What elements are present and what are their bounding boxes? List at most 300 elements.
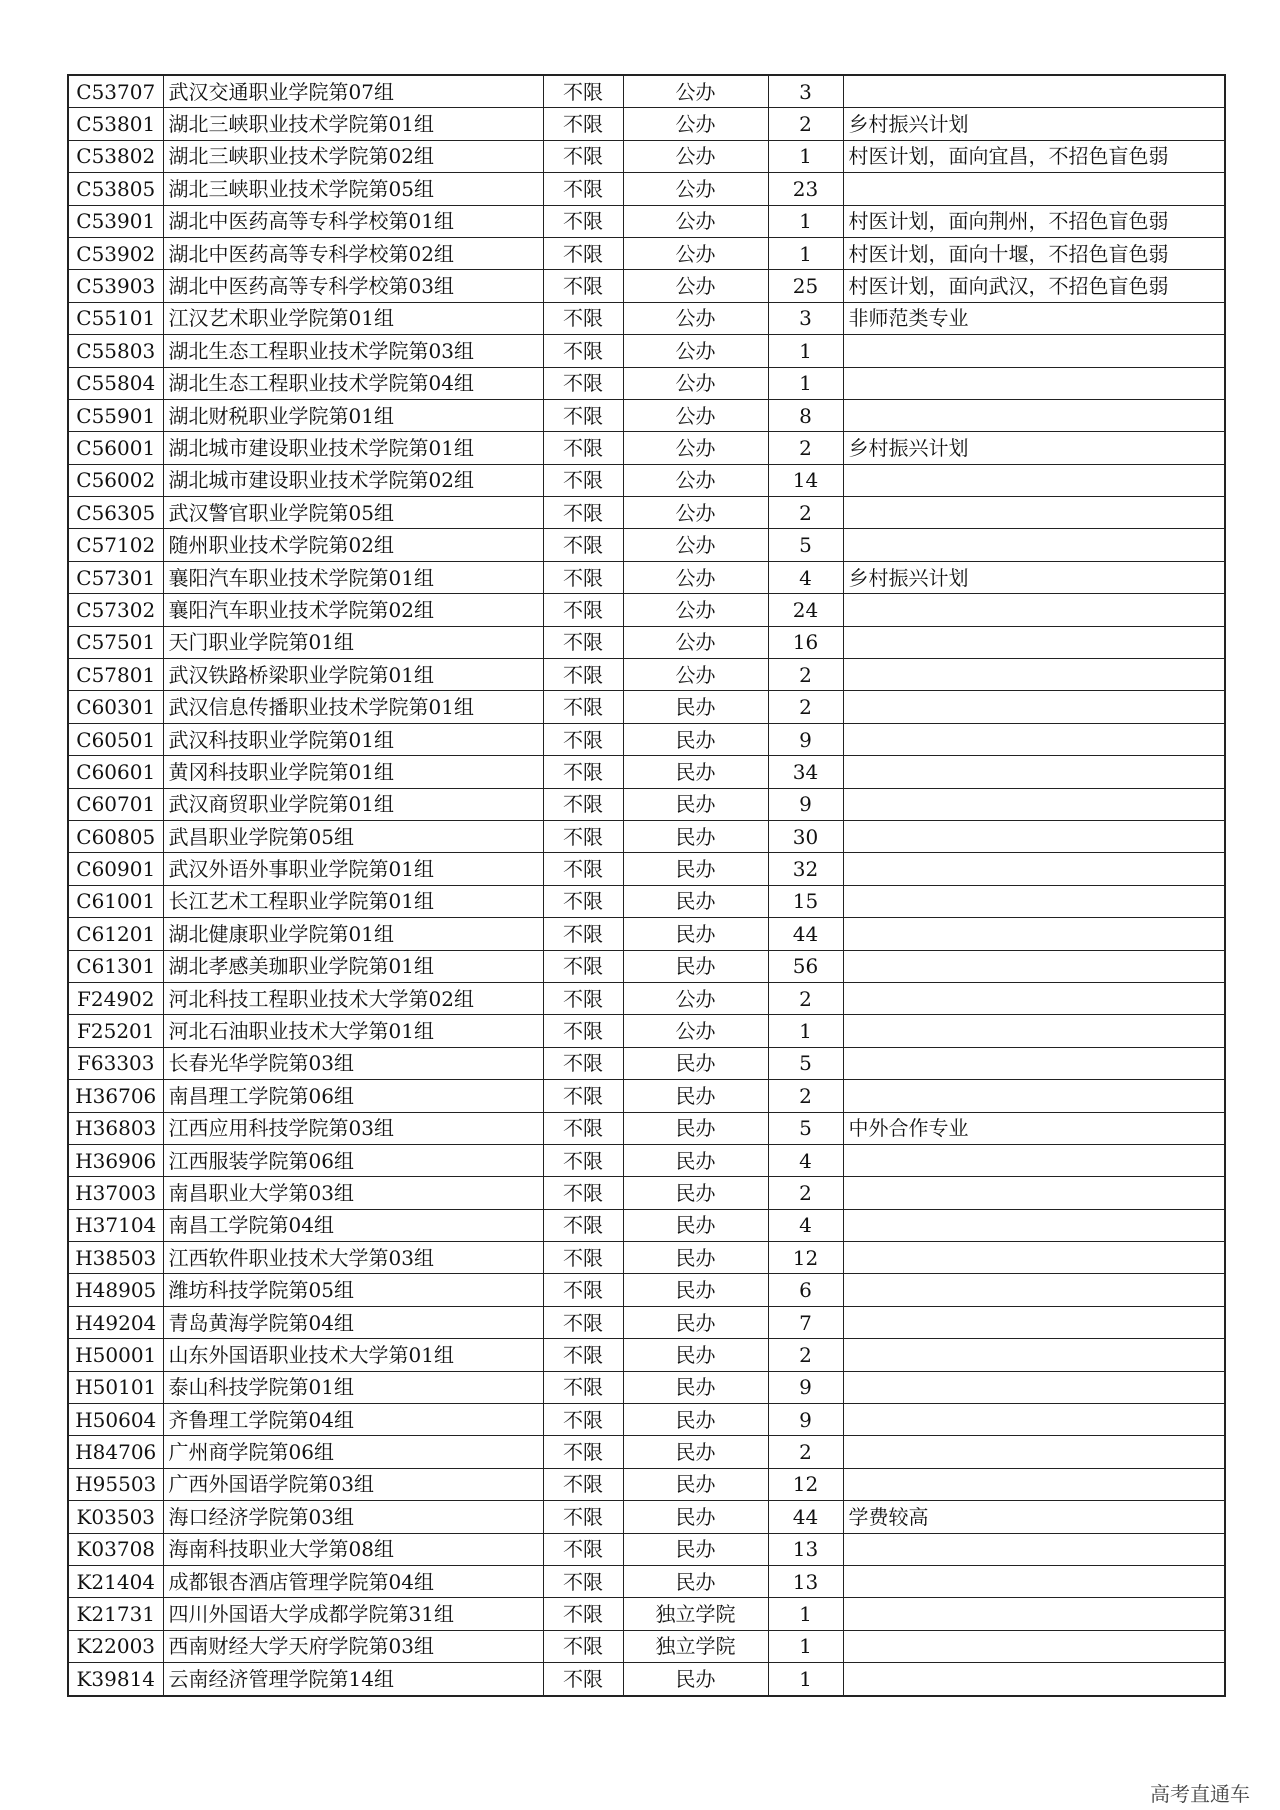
table-row: [68, 1598, 1225, 1630]
plan-count-cell: 4: [768, 1144, 843, 1176]
school-type-cell: 公办: [623, 75, 768, 108]
school-group-name-cell: 长江艺术工程职业学院第01组: [163, 885, 543, 917]
group-code-cell: K21404: [68, 1565, 163, 1597]
plan-count-cell: 1: [768, 1015, 843, 1047]
table-row: [68, 1533, 1225, 1565]
group-code-cell: H48905: [68, 1274, 163, 1306]
school-group-name-cell: 海南科技职业大学第08组: [163, 1533, 543, 1565]
subject-requirement-cell: 不限: [543, 1144, 623, 1176]
plan-count-cell: 25: [768, 270, 843, 302]
subject-requirement-cell: 不限: [543, 464, 623, 496]
subject-requirement-cell: 不限: [543, 75, 623, 108]
school-type-cell: 公办: [623, 1015, 768, 1047]
group-code-cell: H37104: [68, 1209, 163, 1241]
school-group-name-cell: 潍坊科技学院第05组: [163, 1274, 543, 1306]
school-group-name-cell: 湖北财税职业学院第01组: [163, 399, 543, 431]
school-group-name-cell: 西南财经大学天府学院第03组: [163, 1630, 543, 1662]
group-code-cell: C53902: [68, 237, 163, 269]
plan-count-cell: 9: [768, 1371, 843, 1403]
subject-requirement-cell: 不限: [543, 237, 623, 269]
table-row: [68, 173, 1225, 205]
group-code-cell: F63303: [68, 1047, 163, 1079]
plan-count-cell: 9: [768, 723, 843, 755]
table-row: [68, 205, 1225, 237]
school-type-cell: 民办: [623, 1404, 768, 1436]
plan-count-cell: 2: [768, 659, 843, 691]
group-code-cell: C55804: [68, 367, 163, 399]
group-code-cell: C57302: [68, 594, 163, 626]
plan-count-cell: 13: [768, 1565, 843, 1597]
remark-cell: [843, 950, 1225, 982]
school-group-name-cell: 武汉警官职业学院第05组: [163, 497, 543, 529]
group-code-cell: H95503: [68, 1468, 163, 1500]
school-group-name-cell: 黄冈科技职业学院第01组: [163, 756, 543, 788]
table-row: [68, 140, 1225, 172]
subject-requirement-cell: 不限: [543, 529, 623, 561]
subject-requirement-cell: 不限: [543, 205, 623, 237]
plan-count-cell: 4: [768, 1209, 843, 1241]
group-code-cell: C61301: [68, 950, 163, 982]
school-group-name-cell: 青岛黄海学院第04组: [163, 1306, 543, 1338]
table-row: [68, 270, 1225, 302]
subject-requirement-cell: 不限: [543, 853, 623, 885]
subject-requirement-cell: 不限: [543, 950, 623, 982]
remark-cell: [843, 1630, 1225, 1662]
plan-count-cell: 1: [768, 335, 843, 367]
subject-requirement-cell: 不限: [543, 1339, 623, 1371]
school-type-cell: 民办: [623, 885, 768, 917]
table-row: [68, 1501, 1225, 1533]
subject-requirement-cell: 不限: [543, 1371, 623, 1403]
school-group-name-cell: 云南经济管理学院第14组: [163, 1663, 543, 1696]
group-code-cell: H38503: [68, 1242, 163, 1274]
school-type-cell: 公办: [623, 173, 768, 205]
remark-cell: 学费较高: [843, 1501, 1225, 1533]
table-row: [68, 1177, 1225, 1209]
table-row: [68, 756, 1225, 788]
school-type-cell: 民办: [623, 1501, 768, 1533]
remark-cell: [843, 1242, 1225, 1274]
plan-count-cell: 16: [768, 626, 843, 658]
subject-requirement-cell: 不限: [543, 1663, 623, 1696]
group-code-cell: H50604: [68, 1404, 163, 1436]
plan-count-cell: 14: [768, 464, 843, 496]
school-group-name-cell: 江西服装学院第06组: [163, 1144, 543, 1176]
remark-cell: 中外合作专业: [843, 1112, 1225, 1144]
school-type-cell: 公办: [623, 335, 768, 367]
subject-requirement-cell: 不限: [543, 561, 623, 593]
remark-cell: [843, 1565, 1225, 1597]
school-type-cell: 民办: [623, 1533, 768, 1565]
plan-count-cell: 1: [768, 1663, 843, 1696]
table-row: [68, 788, 1225, 820]
plan-count-cell: 23: [768, 173, 843, 205]
group-code-cell: H36803: [68, 1112, 163, 1144]
remark-cell: [843, 497, 1225, 529]
group-code-cell: F24902: [68, 982, 163, 1014]
group-code-cell: C53802: [68, 140, 163, 172]
plan-count-cell: 5: [768, 529, 843, 561]
group-code-cell: C56001: [68, 432, 163, 464]
table-row: [68, 820, 1225, 852]
group-code-cell: C60301: [68, 691, 163, 723]
table-row: [68, 432, 1225, 464]
plan-count-cell: 30: [768, 820, 843, 852]
table-row: [68, 367, 1225, 399]
table-row: [68, 626, 1225, 658]
table-row: [68, 853, 1225, 885]
subject-requirement-cell: 不限: [543, 659, 623, 691]
table-row: [68, 335, 1225, 367]
admission-table: [67, 74, 1226, 1697]
school-type-cell: 民办: [623, 1080, 768, 1112]
plan-count-cell: 2: [768, 1436, 843, 1468]
plan-count-cell: 1: [768, 1598, 843, 1630]
school-type-cell: 民办: [623, 1144, 768, 1176]
subject-requirement-cell: 不限: [543, 982, 623, 1014]
remark-cell: [843, 1177, 1225, 1209]
school-type-cell: 独立学院: [623, 1630, 768, 1662]
group-code-cell: C55803: [68, 335, 163, 367]
school-type-cell: 民办: [623, 1112, 768, 1144]
school-group-name-cell: 武汉商贸职业学院第01组: [163, 788, 543, 820]
school-group-name-cell: 南昌理工学院第06组: [163, 1080, 543, 1112]
remark-cell: [843, 1339, 1225, 1371]
school-type-cell: 公办: [623, 529, 768, 561]
remark-cell: [843, 1371, 1225, 1403]
school-type-cell: 公办: [623, 432, 768, 464]
school-group-name-cell: 湖北健康职业学院第01组: [163, 918, 543, 950]
group-code-cell: C60701: [68, 788, 163, 820]
remark-cell: [843, 1598, 1225, 1630]
school-group-name-cell: 成都银杏酒店管理学院第04组: [163, 1565, 543, 1597]
plan-count-cell: 9: [768, 788, 843, 820]
group-code-cell: C56305: [68, 497, 163, 529]
group-code-cell: C57102: [68, 529, 163, 561]
plan-count-cell: 2: [768, 1177, 843, 1209]
school-group-name-cell: 湖北三峡职业技术学院第05组: [163, 173, 543, 205]
remark-cell: [843, 594, 1225, 626]
school-type-cell: 公办: [623, 982, 768, 1014]
remark-cell: [843, 659, 1225, 691]
subject-requirement-cell: 不限: [543, 1274, 623, 1306]
plan-count-cell: 1: [768, 237, 843, 269]
table-row: [68, 1630, 1225, 1662]
school-type-cell: 民办: [623, 788, 768, 820]
plan-count-cell: 6: [768, 1274, 843, 1306]
plan-count-cell: 34: [768, 756, 843, 788]
subject-requirement-cell: 不限: [543, 173, 623, 205]
school-group-name-cell: 武昌职业学院第05组: [163, 820, 543, 852]
subject-requirement-cell: 不限: [543, 594, 623, 626]
school-group-name-cell: 南昌职业大学第03组: [163, 1177, 543, 1209]
remark-cell: [843, 691, 1225, 723]
school-type-cell: 独立学院: [623, 1598, 768, 1630]
school-type-cell: 公办: [623, 561, 768, 593]
school-group-name-cell: 四川外国语大学成都学院第31组: [163, 1598, 543, 1630]
table-row: [68, 1306, 1225, 1338]
remark-cell: [843, 335, 1225, 367]
subject-requirement-cell: 不限: [543, 1306, 623, 1338]
school-type-cell: 民办: [623, 1436, 768, 1468]
group-code-cell: H49204: [68, 1306, 163, 1338]
school-type-cell: 公办: [623, 367, 768, 399]
group-code-cell: C55101: [68, 302, 163, 334]
remark-cell: [843, 1209, 1225, 1241]
school-type-cell: 民办: [623, 691, 768, 723]
remark-cell: [843, 1404, 1225, 1436]
school-group-name-cell: 武汉科技职业学院第01组: [163, 723, 543, 755]
plan-count-cell: 2: [768, 1339, 843, 1371]
subject-requirement-cell: 不限: [543, 497, 623, 529]
table-row: [68, 237, 1225, 269]
table-row: [68, 1274, 1225, 1306]
subject-requirement-cell: 不限: [543, 820, 623, 852]
school-type-cell: 公办: [623, 464, 768, 496]
school-type-cell: 公办: [623, 205, 768, 237]
subject-requirement-cell: 不限: [543, 1112, 623, 1144]
group-code-cell: C56002: [68, 464, 163, 496]
subject-requirement-cell: 不限: [543, 1015, 623, 1047]
plan-count-cell: 13: [768, 1533, 843, 1565]
remark-cell: [843, 529, 1225, 561]
table-row: [68, 918, 1225, 950]
subject-requirement-cell: 不限: [543, 626, 623, 658]
subject-requirement-cell: 不限: [543, 367, 623, 399]
school-group-name-cell: 江西应用科技学院第03组: [163, 1112, 543, 1144]
school-group-name-cell: 随州职业技术学院第02组: [163, 529, 543, 561]
subject-requirement-cell: 不限: [543, 108, 623, 140]
subject-requirement-cell: 不限: [543, 1242, 623, 1274]
plan-count-cell: 1: [768, 367, 843, 399]
plan-count-cell: 44: [768, 918, 843, 950]
plan-count-cell: 56: [768, 950, 843, 982]
school-group-name-cell: 湖北中医药高等专科学校第01组: [163, 205, 543, 237]
subject-requirement-cell: 不限: [543, 723, 623, 755]
table-row: [68, 1080, 1225, 1112]
plan-count-cell: 7: [768, 1306, 843, 1338]
school-group-name-cell: 湖北生态工程职业技术学院第03组: [163, 335, 543, 367]
school-type-cell: 公办: [623, 497, 768, 529]
remark-cell: [843, 399, 1225, 431]
remark-cell: 非师范类专业: [843, 302, 1225, 334]
plan-count-cell: 3: [768, 75, 843, 108]
plan-count-cell: 2: [768, 1080, 843, 1112]
remark-cell: [843, 820, 1225, 852]
table-row: [68, 1112, 1225, 1144]
subject-requirement-cell: 不限: [543, 335, 623, 367]
table-row: [68, 75, 1225, 108]
table-row: [68, 1663, 1225, 1696]
school-type-cell: 民办: [623, 756, 768, 788]
school-group-name-cell: 天门职业学院第01组: [163, 626, 543, 658]
group-code-cell: C61001: [68, 885, 163, 917]
school-group-name-cell: 长春光华学院第03组: [163, 1047, 543, 1079]
plan-count-cell: 2: [768, 982, 843, 1014]
subject-requirement-cell: 不限: [543, 1468, 623, 1500]
subject-requirement-cell: 不限: [543, 691, 623, 723]
school-group-name-cell: 河北科技工程职业技术大学第02组: [163, 982, 543, 1014]
school-type-cell: 公办: [623, 659, 768, 691]
school-type-cell: 公办: [623, 108, 768, 140]
school-type-cell: 民办: [623, 918, 768, 950]
school-group-name-cell: 襄阳汽车职业技术学院第01组: [163, 561, 543, 593]
school-type-cell: 民办: [623, 950, 768, 982]
school-group-name-cell: 广州商学院第06组: [163, 1436, 543, 1468]
school-type-cell: 公办: [623, 399, 768, 431]
school-group-name-cell: 齐鲁理工学院第04组: [163, 1404, 543, 1436]
remark-cell: [843, 1274, 1225, 1306]
plan-count-cell: 15: [768, 885, 843, 917]
remark-cell: [843, 1015, 1225, 1047]
group-code-cell: C53801: [68, 108, 163, 140]
remark-cell: 村医计划，面向宜昌，不招色盲色弱: [843, 140, 1225, 172]
school-type-cell: 民办: [623, 1047, 768, 1079]
remark-cell: [843, 1306, 1225, 1338]
subject-requirement-cell: 不限: [543, 788, 623, 820]
school-type-cell: 民办: [623, 1306, 768, 1338]
subject-requirement-cell: 不限: [543, 1630, 623, 1662]
plan-count-cell: 4: [768, 561, 843, 593]
table-row: [68, 399, 1225, 431]
group-code-cell: K21731: [68, 1598, 163, 1630]
remark-cell: [843, 1144, 1225, 1176]
school-group-name-cell: 武汉外语外事职业学院第01组: [163, 853, 543, 885]
subject-requirement-cell: 不限: [543, 1209, 623, 1241]
subject-requirement-cell: 不限: [543, 1598, 623, 1630]
group-code-cell: K39814: [68, 1663, 163, 1696]
remark-cell: [843, 1047, 1225, 1079]
group-code-cell: H36706: [68, 1080, 163, 1112]
school-group-name-cell: 江西软件职业技术大学第03组: [163, 1242, 543, 1274]
plan-count-cell: 1: [768, 205, 843, 237]
plan-count-cell: 2: [768, 497, 843, 529]
remark-cell: [843, 75, 1225, 108]
plan-count-cell: 1: [768, 1630, 843, 1662]
remark-cell: 乡村振兴计划: [843, 561, 1225, 593]
school-group-name-cell: 河北石油职业技术大学第01组: [163, 1015, 543, 1047]
school-type-cell: 公办: [623, 140, 768, 172]
school-type-cell: 民办: [623, 1565, 768, 1597]
school-group-name-cell: 湖北三峡职业技术学院第01组: [163, 108, 543, 140]
remark-cell: [843, 853, 1225, 885]
table-row: [68, 1339, 1225, 1371]
remark-cell: 村医计划，面向十堰，不招色盲色弱: [843, 237, 1225, 269]
school-group-name-cell: 南昌工学院第04组: [163, 1209, 543, 1241]
school-group-name-cell: 湖北中医药高等专科学校第02组: [163, 237, 543, 269]
group-code-cell: H36906: [68, 1144, 163, 1176]
remark-cell: [843, 1663, 1225, 1696]
group-code-cell: H50001: [68, 1339, 163, 1371]
group-code-cell: K22003: [68, 1630, 163, 1662]
school-group-name-cell: 武汉铁路桥梁职业学院第01组: [163, 659, 543, 691]
group-code-cell: C60805: [68, 820, 163, 852]
group-code-cell: C60601: [68, 756, 163, 788]
subject-requirement-cell: 不限: [543, 885, 623, 917]
table-row: [68, 302, 1225, 334]
subject-requirement-cell: 不限: [543, 1404, 623, 1436]
table-row: [68, 1436, 1225, 1468]
subject-requirement-cell: 不限: [543, 1436, 623, 1468]
school-group-name-cell: 广西外国语学院第03组: [163, 1468, 543, 1500]
school-type-cell: 民办: [623, 820, 768, 852]
school-group-name-cell: 湖北中医药高等专科学校第03组: [163, 270, 543, 302]
table-row: [68, 108, 1225, 140]
plan-count-cell: 32: [768, 853, 843, 885]
group-code-cell: C53707: [68, 75, 163, 108]
remark-cell: [843, 1533, 1225, 1565]
school-group-name-cell: 湖北城市建设职业技术学院第02组: [163, 464, 543, 496]
plan-count-cell: 3: [768, 302, 843, 334]
school-type-cell: 民办: [623, 1663, 768, 1696]
school-group-name-cell: 湖北三峡职业技术学院第02组: [163, 140, 543, 172]
remark-cell: [843, 918, 1225, 950]
table-row: [68, 1404, 1225, 1436]
group-code-cell: C60901: [68, 853, 163, 885]
remark-cell: [843, 1080, 1225, 1112]
subject-requirement-cell: 不限: [543, 140, 623, 172]
group-code-cell: C53901: [68, 205, 163, 237]
table-row: [68, 1209, 1225, 1241]
plan-count-cell: 2: [768, 432, 843, 464]
table-row: [68, 1565, 1225, 1597]
school-type-cell: 民办: [623, 1339, 768, 1371]
watermark-text: 高考直通车: [1150, 1782, 1250, 1806]
group-code-cell: C57501: [68, 626, 163, 658]
subject-requirement-cell: 不限: [543, 1177, 623, 1209]
plan-count-cell: 9: [768, 1404, 843, 1436]
school-group-name-cell: 海口经济学院第03组: [163, 1501, 543, 1533]
table-row: [68, 497, 1225, 529]
plan-count-cell: 1: [768, 140, 843, 172]
subject-requirement-cell: 不限: [543, 1501, 623, 1533]
school-type-cell: 民办: [623, 1371, 768, 1403]
remark-cell: 村医计划，面向武汉，不招色盲色弱: [843, 270, 1225, 302]
school-type-cell: 民办: [623, 1209, 768, 1241]
remark-cell: [843, 626, 1225, 658]
table-row: [68, 1015, 1225, 1047]
plan-count-cell: 8: [768, 399, 843, 431]
remark-cell: [843, 1468, 1225, 1500]
remark-cell: [843, 982, 1225, 1014]
school-type-cell: 民办: [623, 853, 768, 885]
remark-cell: [843, 723, 1225, 755]
table-row: [68, 594, 1225, 626]
subject-requirement-cell: 不限: [543, 399, 623, 431]
table-row: [68, 691, 1225, 723]
group-code-cell: H37003: [68, 1177, 163, 1209]
school-group-name-cell: 湖北城市建设职业技术学院第01组: [163, 432, 543, 464]
remark-cell: 乡村振兴计划: [843, 432, 1225, 464]
remark-cell: [843, 464, 1225, 496]
table-row: [68, 982, 1225, 1014]
table-row: [68, 464, 1225, 496]
school-group-name-cell: 湖北孝感美珈职业学院第01组: [163, 950, 543, 982]
remark-cell: [843, 1436, 1225, 1468]
table-row: [68, 561, 1225, 593]
group-code-cell: C53903: [68, 270, 163, 302]
table-row: [68, 1242, 1225, 1274]
school-type-cell: 民办: [623, 1274, 768, 1306]
group-code-cell: C55901: [68, 399, 163, 431]
school-group-name-cell: 山东外国语职业技术大学第01组: [163, 1339, 543, 1371]
plan-count-cell: 2: [768, 691, 843, 723]
plan-count-cell: 2: [768, 108, 843, 140]
school-group-name-cell: 泰山科技学院第01组: [163, 1371, 543, 1403]
plan-count-cell: 5: [768, 1112, 843, 1144]
group-code-cell: F25201: [68, 1015, 163, 1047]
remark-cell: [843, 756, 1225, 788]
